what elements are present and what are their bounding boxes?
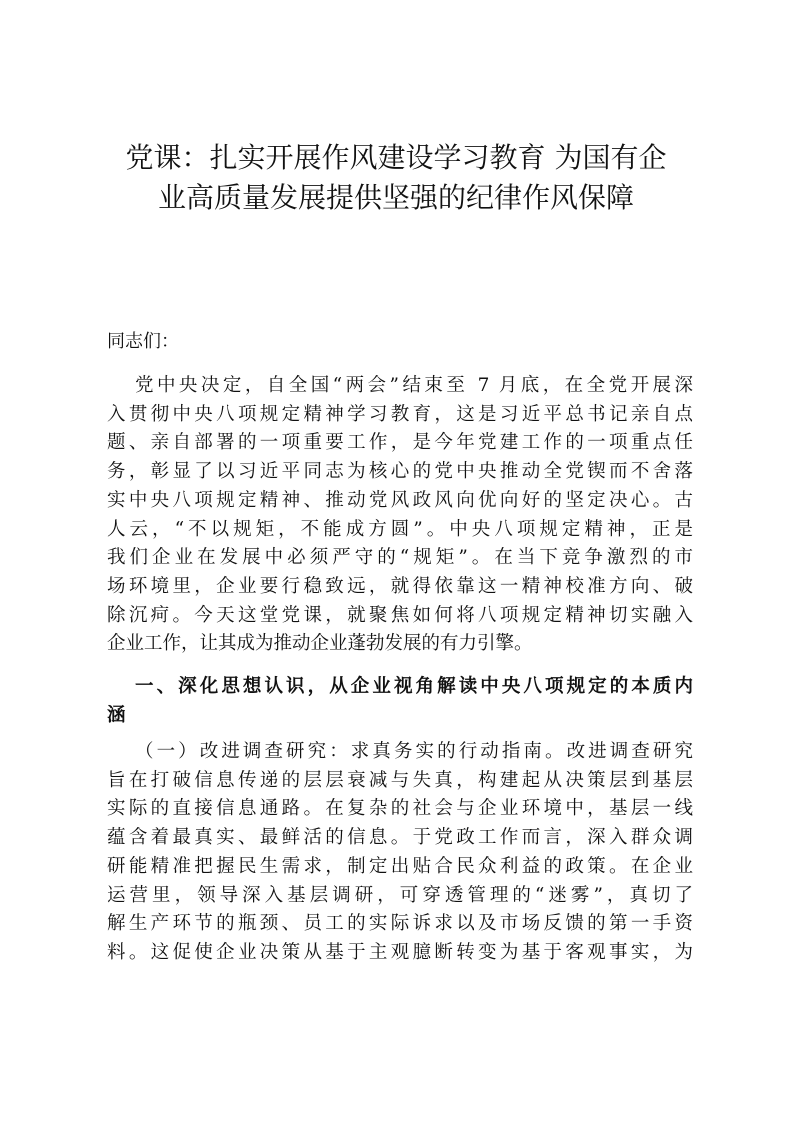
title-line: 业高质量发展提供坚强的纪律作风保障 bbox=[157, 181, 634, 214]
paragraph-line: 研能精准把握民生需求，制定出贴合民众利益的政策。在企业 bbox=[107, 855, 693, 877]
paragraph-line: 入贯彻中央八项规定精神学习教育，这是习近平总书记亲自点 bbox=[107, 403, 693, 425]
title-line: 党课：扎实开展作风建设学习教育 为国有企 bbox=[125, 141, 667, 174]
paragraph-line: 解生产环节的瓶颈、员工的实际诉求以及市场反馈的第一手资 bbox=[107, 913, 693, 935]
paragraph-line: 我们企业在发展中必须严守的“规矩”。在当下竞争激烈的市 bbox=[107, 547, 693, 569]
paragraph-line: 务，彰显了以习近平同志为核心的党中央推动全党锲而不舍落 bbox=[107, 461, 693, 483]
paragraph-line: 旨在打破信息传递的层层衰减与失真，构建起从决策层到基层 bbox=[107, 769, 693, 791]
paragraph-line: 实际的直接信息通路。在复杂的社会与企业环境中，基层一线 bbox=[107, 798, 693, 820]
document-title bbox=[96, 138, 696, 218]
heading-line: 涵 bbox=[107, 704, 126, 726]
paragraph-line: 企业工作，让其成为推动企业蓬勃发展的有力引擎。 bbox=[107, 633, 533, 655]
paragraph-line: 运营里，领导深入基层调研，可穿透管理的“迷雾”，真切了 bbox=[107, 884, 693, 906]
paragraph-line: （一）改进调查研究：求真务实的行动指南。改进调查研究 bbox=[135, 741, 693, 762]
paragraph-line: 党中央决定，自全国“两会”结束至 7 月底，在全党开展深 bbox=[135, 375, 693, 396]
paragraph-intro bbox=[107, 372, 693, 659]
heading-line: 一、深化思想认识，从企业视角解读中央八项规定的本质内 bbox=[135, 676, 693, 697]
salutation: 同志们： bbox=[107, 331, 179, 352]
paragraph-line: 除沉疴。今天这堂党课，就聚焦如何将八项规定精神切实融入 bbox=[107, 604, 693, 626]
paragraph-line: 实中央八项规定精神、推动党风政风向优向好的坚定决心。古 bbox=[107, 489, 693, 511]
paragraph-line: 蕴含着最真实、最鲜活的信息。于党政工作而言，深入群众调 bbox=[107, 827, 693, 849]
paragraph-line: 场环境里，企业要行稳致远，就得依靠这一精神校准方向、破 bbox=[107, 575, 693, 597]
paragraph-line: 题、亲自部署的一项重要工作，是今年党建工作的一项重点任 bbox=[107, 432, 693, 454]
paragraph-subsection-1 bbox=[107, 738, 693, 968]
section-heading-1 bbox=[107, 673, 693, 730]
paragraph-line: 人云，“不以规矩，不能成方圆”。中央八项规定精神，正是 bbox=[107, 518, 693, 540]
paragraph-line: 料。这促使企业决策从基于主观臆断转变为基于客观事实，为 bbox=[107, 941, 693, 963]
